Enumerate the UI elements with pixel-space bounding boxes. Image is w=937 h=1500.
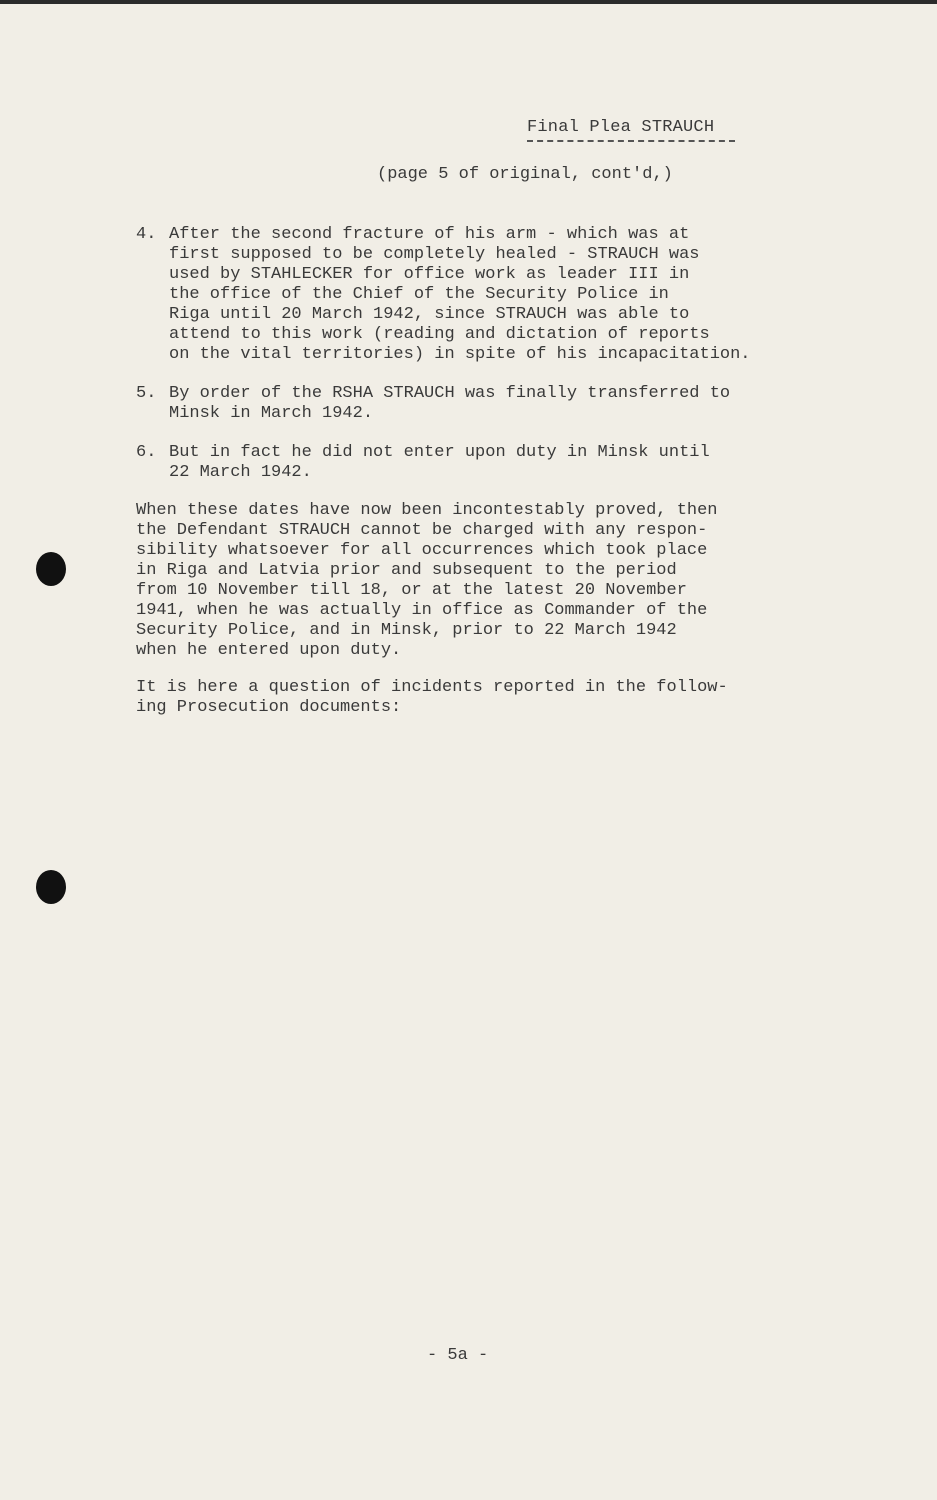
item-text: But in fact he did not enter upon duty in Minsk until 22 March 1942. [169, 443, 710, 482]
item-number: 6. [136, 443, 157, 462]
punch-hole-lower [36, 870, 66, 904]
title-underline [527, 140, 735, 142]
page-title: Final Plea STRAUCH [527, 118, 715, 137]
page-subtitle: (page 5 of original, cont'd,) [377, 165, 673, 184]
body-paragraph: It is here a question of incidents reported in the follow- ing Prosecution documents: [136, 678, 728, 717]
punch-hole-upper [36, 552, 66, 586]
page-top-edge [0, 0, 937, 4]
page-number: - 5a - [427, 1346, 489, 1365]
item-number: 5. [136, 384, 157, 403]
numbered-item-6 [136, 443, 836, 483]
body-paragraph: When these dates have now been incontestably proved, then the Defendant STRAUCH cannot be charged with any respon- sibility whatsoever for all occurrences which took place in Riga and Latvia prior and subsequent to the period from 10 November till 18, or at the latest 20 November 1941, when he was actually in office as Commander of the Security Police, and in Minsk, prior to 22 March 1942 when he entered upon duty. [136, 501, 718, 660]
item-text: By order of the RSHA STRAUCH was finally transferred to Minsk in March 1942. [169, 384, 731, 423]
numbered-item-5 [136, 384, 836, 424]
numbered-item-4 [136, 225, 836, 365]
item-text: After the second fracture of his arm - which was at first supposed to be completely healed - STRAUCH was used by STAHLECKER for office work as leader III in the office of the Chief of the Security Police in Riga until 20 March 1942, since STRAUCH was able to attend to this work (reading and dictation of reports on the vital territories) in spite of his incapacitation. [169, 225, 751, 364]
item-number: 4. [136, 225, 157, 244]
